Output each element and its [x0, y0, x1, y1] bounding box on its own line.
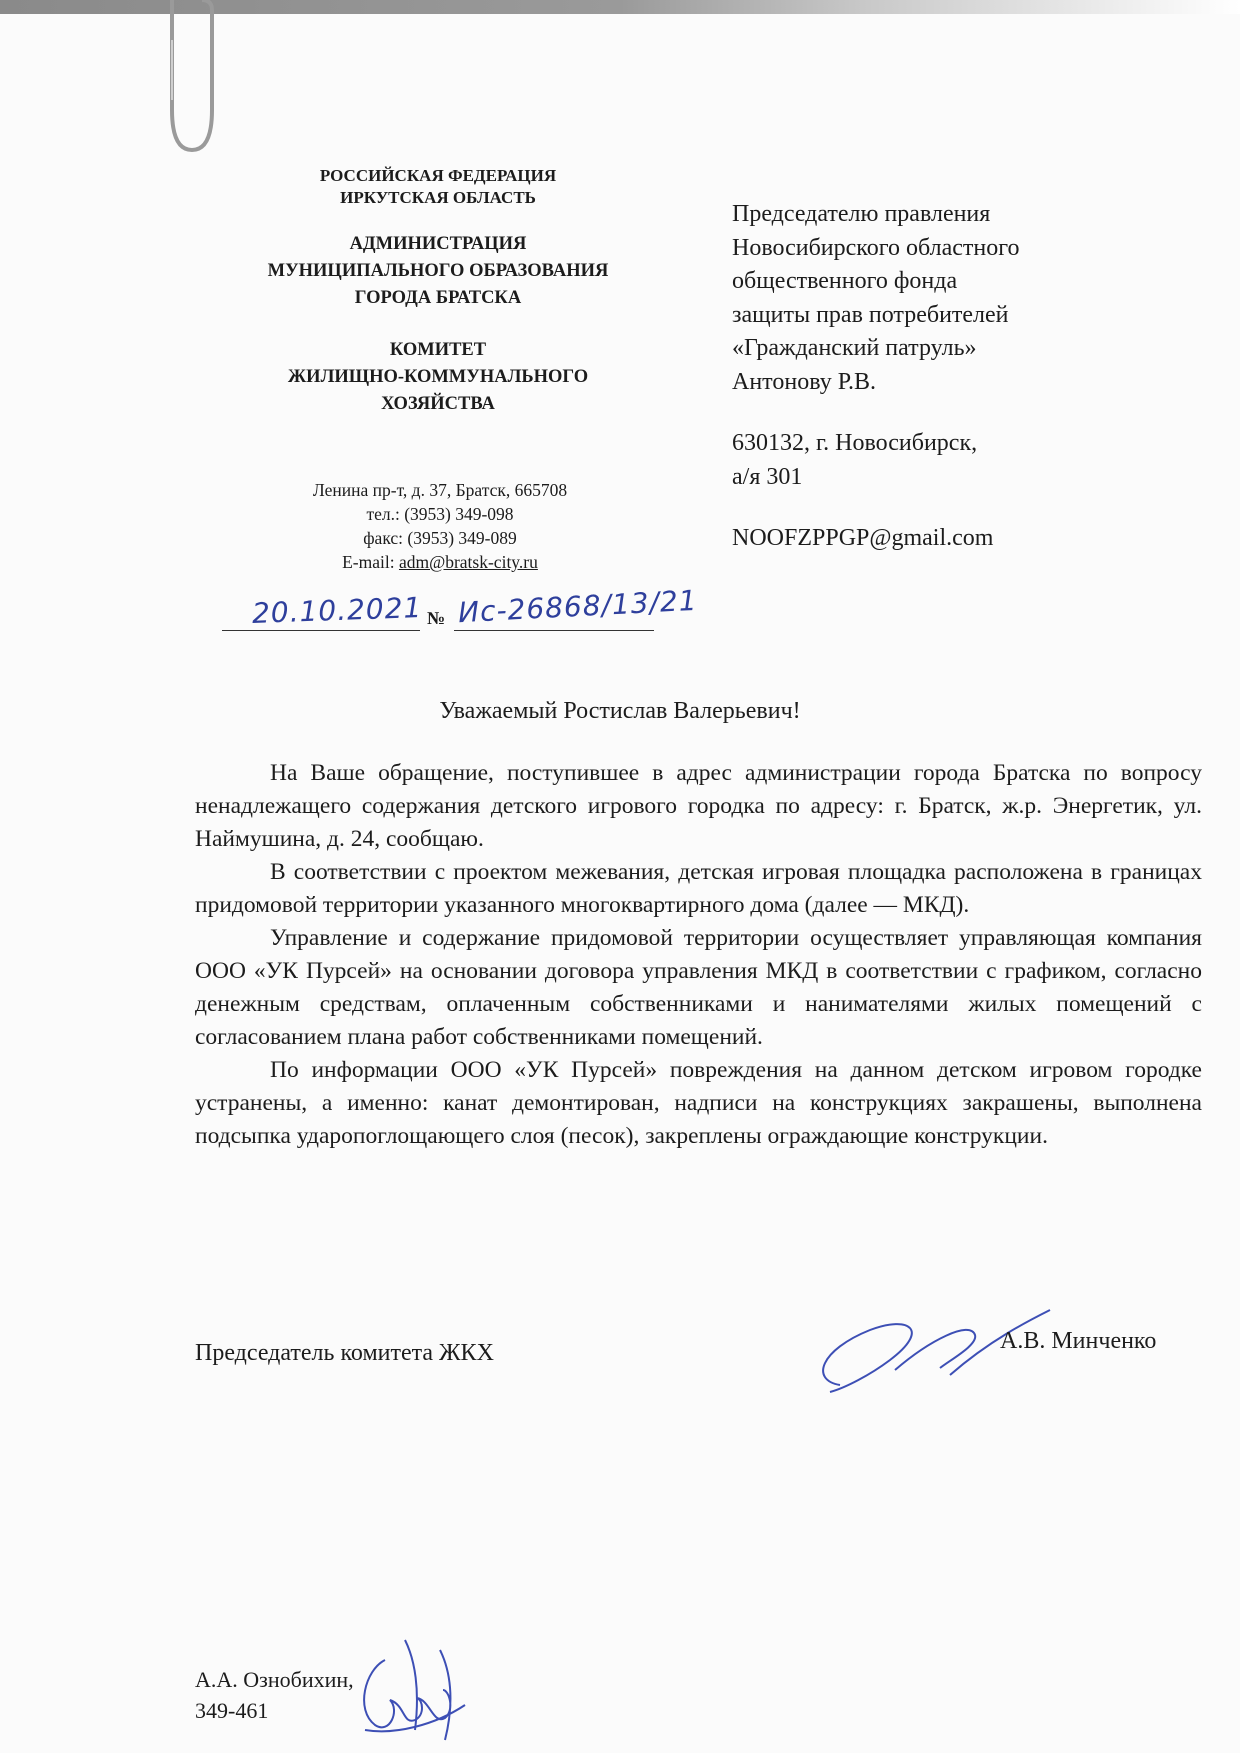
letterhead-address: Ленина пр-т, д. 37, Братск, 665708 — [312, 480, 568, 500]
recipient-line1: Председателю правления — [732, 201, 991, 227]
body-paragraph-1: На Ваше обращение, поступившее в адрес администрации города Братска по вопросу ненадлежащего содержания детского игрового городка по адресу: г. Братск, ж.р. Энергетик, ул. Наймушина, д. 24, сообщаю. — [195, 760, 1202, 852]
executor-name: А.А. Ознобихин, — [195, 1667, 354, 1692]
recipient-block — [732, 198, 1019, 556]
letterhead-email-label: E-mail: — [342, 552, 399, 572]
recipient-line4: защиты прав потребителей — [732, 301, 1009, 328]
signer-title: Председатель комитета ЖКХ — [195, 1340, 494, 1366]
paperclip-icon — [150, 0, 220, 180]
recipient-address2: а/я 301 — [732, 463, 803, 490]
handwritten-signature-executor — [345, 1630, 495, 1745]
letterhead-country: РОССИЙСКАЯ ФЕДЕРАЦИЯ — [319, 166, 557, 185]
handwritten-signature-chairman — [800, 1300, 1060, 1410]
letterhead — [218, 165, 658, 418]
letterhead-admin-line3: ГОРОДА БРАТСКА — [354, 288, 522, 308]
letterhead-committee-line2: ЖИЛИЩНО-КОММУНАЛЬНОГО — [287, 367, 589, 387]
recipient-address1: 630132, г. Новосибирск, — [732, 430, 978, 456]
letterhead-fax: факс: (3953) 349-089 — [363, 528, 517, 548]
body-paragraph-3: Управление и содержание придомовой территории осуществляет управляющая компания ООО «УК Пурсей» на основании договора управления МКД в соответствии с графиком, согласно денежным средствам, оплаченным собственниками и нанимателями жилых помещений с согласованием плана работ собственниками помещений. — [195, 925, 1202, 1050]
letterhead-admin-line1: АДМИНИСТРАЦИЯ — [349, 234, 527, 254]
recipient-email[interactable]: NOOFZPPGP@gmail.com — [732, 525, 994, 551]
signer-name: А.В. Минченко — [1000, 1328, 1157, 1354]
body-paragraph-4: По информации ООО «УК Пурсей» повреждения на данном детском игровом городке устранены, а именно: канат демонтирован, надписи на конструкциях закрашены, выполнена подсыпка ударопоглощающего слоя (песок), закреплены ограждающие конструкции. — [195, 1057, 1202, 1149]
registration-number: Ис-26868/13/21 — [457, 583, 699, 630]
letterhead-email-link[interactable]: adm@bratsk-city.ru — [398, 552, 538, 572]
body-paragraph-2: В соответствии с проектом межевания, детская игровая площадка расположена в границах придомовой территории указанного многоквартирного дома (далее — МКД). — [195, 859, 1202, 918]
letterhead-committee-line1: КОМИТЕТ — [389, 340, 487, 360]
recipient-line6: Антонову Р.В. — [732, 368, 877, 395]
greeting: Уважаемый Ростислав Валерьевич! — [439, 698, 801, 724]
letter-body — [195, 757, 1202, 1153]
registration-number-line — [454, 630, 654, 631]
recipient-line5: «Гражданский патруль» — [732, 335, 977, 361]
letterhead-email-row — [250, 550, 630, 574]
registration-number-sign: № — [427, 608, 446, 628]
executor-phone: 349-461 — [195, 1698, 269, 1723]
letterhead-phone: тел.: (3953) 349-098 — [366, 504, 514, 524]
executor-block — [195, 1664, 354, 1726]
registration-date: 20.10.2021 — [251, 591, 423, 630]
recipient-line2: Новосибирского областного — [732, 234, 1020, 261]
letterhead-contacts — [250, 478, 630, 574]
letterhead-committee-line3: ХОЗЯЙСТВА — [381, 394, 495, 414]
recipient-line3: общественного фонда — [732, 268, 958, 294]
letterhead-admin-line2: МУНИЦИПАЛЬНОГО ОБРАЗОВАНИЯ — [267, 261, 609, 281]
registration-date-line — [222, 630, 420, 631]
letterhead-region: ИРКУТСКАЯ ОБЛАСТЬ — [340, 188, 536, 207]
